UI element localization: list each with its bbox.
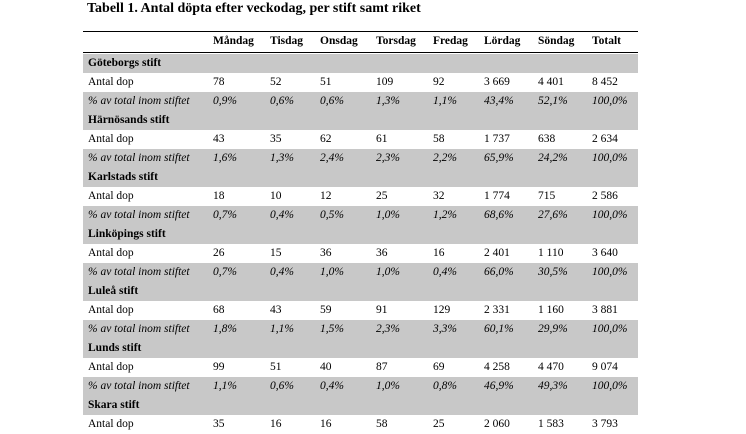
column-header-totalt: Totalt — [592, 35, 621, 47]
table-row — [83, 130, 638, 149]
group-name: Göteborgs stift — [88, 57, 162, 69]
table-cell: 1,1% — [213, 380, 237, 392]
table-cell: 18 — [213, 190, 225, 202]
table-cell: 0,4% — [433, 266, 457, 278]
table-cell: 25 — [376, 190, 388, 202]
row-label: Antal dop — [88, 247, 134, 259]
table-cell: 638 — [538, 133, 556, 145]
table-cell: 49,3% — [538, 380, 568, 392]
table-cell: 68 — [213, 304, 225, 316]
table-cell: 59 — [320, 304, 332, 316]
table-cell: 0,8% — [433, 380, 457, 392]
table-cell: 1,2% — [433, 209, 457, 221]
table-cell: 66,0% — [484, 266, 514, 278]
table-row — [83, 187, 638, 206]
table-cell: 2 586 — [592, 190, 618, 202]
table-row — [83, 73, 638, 92]
table-row — [83, 149, 638, 168]
table-cell: 2 331 — [484, 304, 510, 316]
table-cell: 35 — [213, 418, 225, 430]
table-row — [83, 415, 638, 434]
table-row — [83, 244, 638, 263]
table-cell: 92 — [433, 76, 445, 88]
table-cell: 16 — [433, 247, 445, 259]
group-header-row — [83, 111, 638, 130]
table-cell: 2 634 — [592, 133, 618, 145]
table-cell: 0,4% — [320, 380, 344, 392]
table-cell: 3 881 — [592, 304, 618, 316]
group-header-row — [83, 54, 638, 73]
table-cell: 0,6% — [270, 95, 294, 107]
table-cell: 1,3% — [270, 152, 294, 164]
table-cell: 0,5% — [320, 209, 344, 221]
column-header-tisdag: Tisdag — [270, 35, 304, 47]
table-cell: 2,2% — [433, 152, 457, 164]
table-cell: 100,0% — [592, 323, 628, 335]
group-header-row — [83, 225, 638, 244]
table-row — [83, 301, 638, 320]
row-label: % av total inom stiftet — [88, 266, 190, 278]
row-label: % av total inom stiftet — [88, 209, 190, 221]
table-cell: 68,6% — [484, 209, 514, 221]
table-cell: 109 — [376, 76, 394, 88]
table-cell: 100,0% — [592, 209, 628, 221]
table-cell: 0,4% — [270, 209, 294, 221]
table-cell: 1,0% — [320, 266, 344, 278]
table-row — [83, 358, 638, 377]
table-cell: 0,4% — [270, 266, 294, 278]
table-cell: 2,4% — [320, 152, 344, 164]
table-cell: 10 — [270, 190, 282, 202]
table-cell: 65,9% — [484, 152, 514, 164]
table-cell: 15 — [270, 247, 282, 259]
table-cell: 0,6% — [320, 95, 344, 107]
table-cell: 1 774 — [484, 190, 510, 202]
group-header-row — [83, 339, 638, 358]
group-header-row — [83, 168, 638, 187]
table-row — [83, 206, 638, 225]
table-cell: 1,1% — [433, 95, 457, 107]
row-label: % av total inom stiftet — [88, 380, 190, 392]
row-label: % av total inom stiftet — [88, 323, 190, 335]
group-name: Skara stift — [88, 399, 140, 411]
table-cell: 24,2% — [538, 152, 568, 164]
table-cell: 1,0% — [376, 209, 400, 221]
table-cell: 9 074 — [592, 361, 618, 373]
table-cell: 1,1% — [270, 323, 294, 335]
row-label: Antal dop — [88, 361, 134, 373]
table-cell: 78 — [213, 76, 225, 88]
table-cell: 52,1% — [538, 95, 568, 107]
table-cell: 87 — [376, 361, 388, 373]
table-cell: 36 — [376, 247, 388, 259]
table-cell: 3 669 — [484, 76, 510, 88]
table-cell: 1,8% — [213, 323, 237, 335]
group-name: Lunds stift — [88, 342, 142, 354]
column-header-torsdag: Torsdag — [376, 35, 416, 47]
table-cell: 2 401 — [484, 247, 510, 259]
column-header-lordag: Lördag — [484, 35, 521, 47]
table-cell: 1 160 — [538, 304, 564, 316]
group-header-row — [83, 282, 638, 301]
table-cell: 32 — [433, 190, 445, 202]
table-cell: 100,0% — [592, 152, 628, 164]
table-cell: 69 — [433, 361, 445, 373]
table-cell: 3 793 — [592, 418, 618, 430]
table-cell: 0,9% — [213, 95, 237, 107]
table-cell: 4 470 — [538, 361, 564, 373]
table-cell: 25 — [433, 418, 445, 430]
table-cell: 52 — [270, 76, 282, 88]
table-cell: 51 — [270, 361, 282, 373]
group-header-row — [83, 396, 638, 415]
table-cell: 100,0% — [592, 380, 628, 392]
table-cell: 0,6% — [270, 380, 294, 392]
table-cell: 99 — [213, 361, 225, 373]
table-cell: 36 — [320, 247, 332, 259]
table-cell: 3 640 — [592, 247, 618, 259]
column-header-mandag: Måndag — [213, 35, 254, 47]
group-name: Härnösands stift — [88, 114, 170, 126]
table-cell: 4 258 — [484, 361, 510, 373]
group-name: Karlstads stift — [88, 171, 158, 183]
table-cell: 40 — [320, 361, 332, 373]
row-label: Antal dop — [88, 133, 134, 145]
table-row — [83, 320, 638, 339]
table-cell: 1,0% — [376, 380, 400, 392]
table-cell: 2 060 — [484, 418, 510, 430]
table-cell: 1 110 — [538, 247, 564, 259]
table-cell: 51 — [320, 76, 332, 88]
table-cell: 1 737 — [484, 133, 510, 145]
table-cell: 91 — [376, 304, 388, 316]
table-cell: 26 — [213, 247, 225, 259]
table-cell: 1,3% — [376, 95, 400, 107]
table-cell: 58 — [433, 133, 445, 145]
table-cell: 1 583 — [538, 418, 564, 430]
table-cell: 58 — [376, 418, 388, 430]
column-header-fredag: Fredag — [433, 35, 468, 47]
table-cell: 43 — [270, 304, 282, 316]
table-cell: 60,1% — [484, 323, 514, 335]
table-cell: 35 — [270, 133, 282, 145]
table-cell: 1,0% — [376, 266, 400, 278]
table-cell: 3,3% — [433, 323, 457, 335]
row-label: % av total inom stiftet — [88, 152, 190, 164]
table-cell: 30,5% — [538, 266, 568, 278]
table-cell: 2,3% — [376, 152, 400, 164]
table-header-row — [83, 32, 638, 51]
table-row — [83, 263, 638, 282]
column-header-onsdag: Onsdag — [320, 35, 358, 47]
table-cell: 29,9% — [538, 323, 568, 335]
table-cell: 43 — [213, 133, 225, 145]
table-cell: 12 — [320, 190, 332, 202]
row-label: Antal dop — [88, 76, 134, 88]
group-name: Linköpings stift — [88, 228, 166, 240]
table-cell: 16 — [270, 418, 282, 430]
table-cell: 1,6% — [213, 152, 237, 164]
row-label: Antal dop — [88, 190, 134, 202]
table-cell: 4 401 — [538, 76, 564, 88]
table-cell: 62 — [320, 133, 332, 145]
table-cell: 27,6% — [538, 209, 568, 221]
table-cell: 2,3% — [376, 323, 400, 335]
row-label: Antal dop — [88, 304, 134, 316]
table-cell: 100,0% — [592, 95, 628, 107]
row-label: Antal dop — [88, 418, 134, 430]
table-cell: 43,4% — [484, 95, 514, 107]
table-cell: 0,7% — [213, 266, 237, 278]
table-row — [83, 377, 638, 396]
table-cell: 1,5% — [320, 323, 344, 335]
group-name: Luleå stift — [88, 285, 139, 297]
table-cell: 61 — [376, 133, 388, 145]
table-cell: 100,0% — [592, 266, 628, 278]
table-cell: 0,7% — [213, 209, 237, 221]
column-header-sondag: Söndag — [538, 35, 575, 47]
table-cell: 16 — [320, 418, 332, 430]
table-cell: 715 — [538, 190, 556, 202]
table-header-rule — [83, 52, 638, 53]
table-row — [83, 92, 638, 111]
table-cell: 8 452 — [592, 76, 618, 88]
table-cell: 129 — [433, 304, 451, 316]
row-label: % av total inom stiftet — [88, 95, 190, 107]
table-cell: 46,9% — [484, 380, 514, 392]
table-title: Tabell 1. Antal döpta efter veckodag, per stift samt riket — [87, 1, 421, 16]
